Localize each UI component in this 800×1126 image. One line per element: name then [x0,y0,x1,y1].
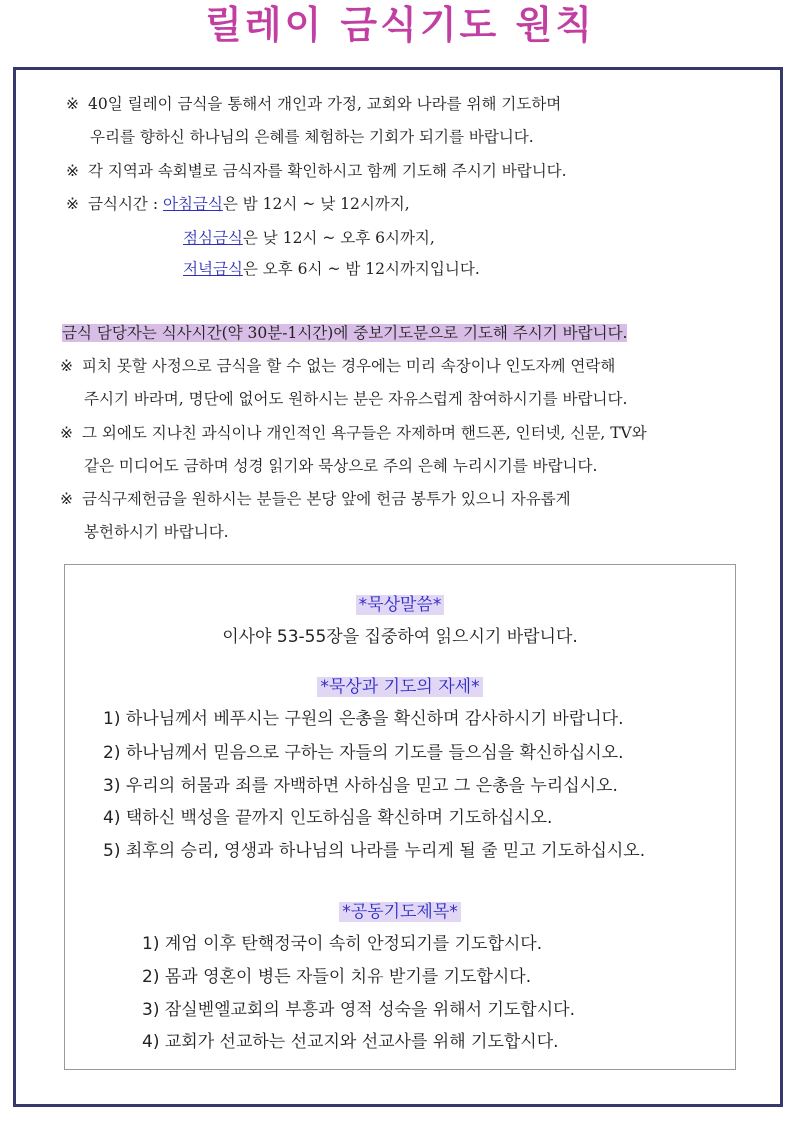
intro-p1-line1: 40일 릴레이 금식을 통해서 개인과 가정, 교회와 나라를 위해 기도하며 [88,95,562,113]
posture-item: 1) 하나님께서 베푸시는 구원의 은총을 확신하며 감사하시기 바랍니다. [103,709,624,729]
prayer-item: 2) 몸과 영혼이 병든 자들이 치유 받기를 기도합시다. [142,967,532,987]
intro-paragraph-2 [66,161,567,181]
posture-item: 4) 택하신 백성을 끝까지 인도하심을 확신하며 기도하십시오. [103,808,553,828]
highlighted-instruction [62,323,627,343]
note-1-line1: 피치 못할 사정으로 금식을 할 수 없는 경우에는 미리 속장이나 인도자께 연락해 [82,357,616,375]
lunch-fast-term: 점심금식 [183,229,243,247]
prayer-item: 4) 교회가 선교하는 선교지와 선교사를 위해 기도합시다. [142,1032,559,1052]
intro-paragraph-1 [66,94,561,114]
meditation-text: 이사야 53-55장을 집중하여 읽으시기 바랍니다. [222,627,578,647]
morning-fast-term: 아침금식 [162,195,223,213]
fasting-time-lunch [183,228,435,248]
reference-mark: ※ [60,490,73,508]
reference-mark: ※ [66,195,79,213]
note-2-line1: 그 외에도 지나친 과식이나 개인적인 욕구들은 자제하며 핸드폰, 인터넷, 신문, TV와 [82,424,647,442]
prayer-heading [0,901,800,923]
page-title: 릴레이 금식기도 원칙 [205,3,595,47]
posture-item: 2) 하나님께서 믿음으로 구하는 자들의 기도를 들으심을 확신하십시오. [103,743,624,763]
highlighted-instruction-text: 금식 담당자는 식사시간(약 30분-1시간)에 중보기도문으로 기도해 주시기 바랍니다. [62,324,628,342]
note-3-line2: 봉헌하시기 바랍니다. [84,523,229,541]
posture-item: 3) 우리의 허물과 죄를 자백하면 사하심을 믿고 그 은총을 누리십시오. [103,776,618,796]
note-3 [60,489,571,509]
prayer-heading-text: *공동기도제목* [339,902,461,922]
meditation-heading-text: *묵상말씀* [356,595,445,615]
lunch-fast-time: 은 낮 12시 ~ 오후 6시까지, [242,229,435,247]
posture-heading-text: *묵상과 기도의 자세* [317,677,482,697]
reference-mark: ※ [60,424,73,442]
intro-p2-text: 각 지역과 속회별로 금식자를 확인하시고 함께 기도해 주시기 바랍니다. [88,162,567,180]
note-1-line2: 주시기 바라며, 명단에 없어도 원하시는 분은 자유스럽게 참여하시기를 바랍니다. [84,390,628,408]
fasting-time-label: 금식시간 : [88,195,163,213]
prayer-item: 1) 계엄 이후 탄핵정국이 속히 안정되기를 기도합시다. [142,934,543,954]
posture-item: 5) 최후의 승리, 영생과 하나님의 나라를 누리게 될 줄 믿고 기도하십시오. [103,841,646,861]
dinner-fast-time: 은 오후 6시 ~ 밤 12시까지입니다. [242,260,480,278]
note-2 [60,423,647,443]
note-2-line2: 같은 미디어도 금하며 성경 읽기와 묵상으로 주의 은혜 누리시기를 바랍니다. [84,457,598,475]
prayer-item: 3) 잠실벧엘교회의 부흥과 영적 성숙을 위해서 기도합시다. [142,1000,575,1020]
reference-mark: ※ [66,95,79,113]
dinner-fast-term: 저녁금식 [183,260,243,278]
reference-mark: ※ [60,357,73,375]
fasting-time-morning [66,194,410,214]
morning-fast-time: 은 밤 12시 ~ 낮 12시까지, [222,195,410,213]
note-1 [60,356,615,376]
fasting-time-dinner [183,259,480,279]
note-3-line1: 금식구제헌금을 원하시는 분들은 본당 앞에 헌금 봉투가 있으니 자유롭게 [82,490,571,508]
reference-mark: ※ [66,162,79,180]
intro-p1-line2: 우리를 향하신 하나님의 은혜를 체험하는 기회가 되기를 바랍니다. [90,128,534,146]
posture-heading [0,676,800,698]
meditation-heading [0,594,800,616]
